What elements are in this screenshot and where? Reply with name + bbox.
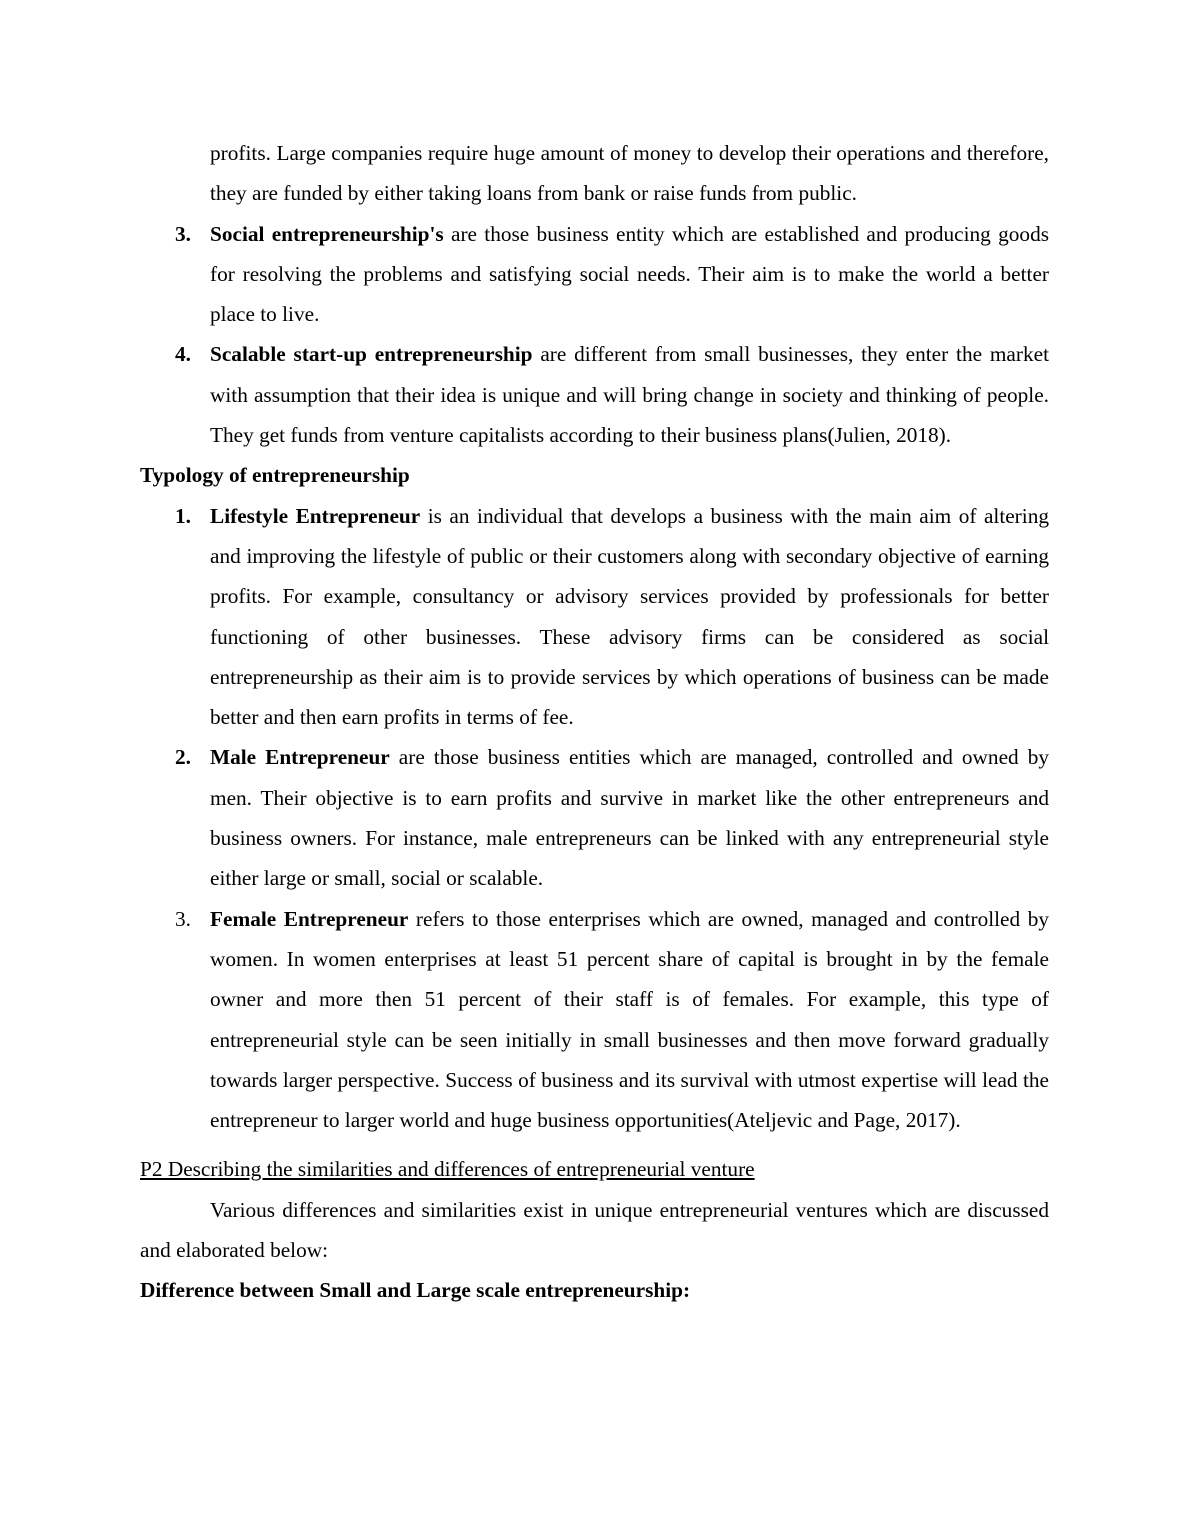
list-number: 3.	[175, 906, 191, 931]
list-item-lead: Lifestyle Entrepreneur	[210, 503, 421, 528]
list-number: 4.	[175, 342, 191, 367]
p2-section-heading: P2 Describing the similarities and differences of entrepreneurial venture	[140, 1157, 755, 1182]
intro-continuation: profits. Large companies require huge amount of money to develop their operations and therefore, they are funded by either taking loans from bank or raise funds from public.	[210, 141, 1049, 206]
list-item	[140, 899, 1049, 1141]
list-item-text: refers to those enterprises which are owned, managed and controlled by women. In women enterprises at least 51 percent share of capital is brought in by the female owner and more then 51 percent of their staff is of females. For example, this type of entrepreneurial style can be seen initially in small businesses and then move forward gradually towards larger perspective. Success of business and its survival with utmost expertise will lead the entrepreneur to larger world and huge business opportunities(Ateljevic and Page, 2017).	[210, 906, 1049, 1133]
list-number: 3.	[175, 221, 191, 246]
difference-heading: Difference between Small and Large scale entrepreneurship:	[140, 1278, 691, 1303]
typology-heading: Typology of entrepreneurship	[140, 463, 410, 488]
p2-intro-paragraph: Various differences and similarities exist in unique entrepreneurial ventures which are discussed and elaborated below:	[140, 1197, 1049, 1263]
list-item-text: is an individual that develops a business with the main aim of altering and improving the lifestyle of public or their customers along with secondary objective of earning profits. For example, consultancy or advisory services provided by professionals for better functioning of other businesses. These advisory firms can be considered as social entrepreneurship as their aim is to provide services by which operations of business can be made better and then earn profits in terms of fee.	[210, 503, 1049, 730]
list-item	[140, 334, 1049, 455]
entrepreneurship-types-list	[140, 214, 1049, 456]
list-item-text: are different from small businesses, they enter the market with assumption that their idea is unique and will bring change in society and thinking of people. They get funds from venture capitalists according to their business plans(Julien, 2018).	[210, 342, 1049, 448]
list-number: 1.	[175, 503, 191, 528]
list-item-text: are those business entities which are managed, controlled and owned by men. Their objective is to earn profits and survive in market like the other entrepreneurs and business owners. For instance, male entrepreneurs can be linked with any entrepreneurial style either large or small, social or scalable.	[210, 745, 1049, 891]
list-number: 2.	[175, 745, 191, 770]
list-item-lead: Social entrepreneurship's	[210, 221, 444, 246]
list-item-lead: Male Entrepreneur	[210, 745, 390, 770]
list-item	[140, 737, 1049, 898]
typology-list	[140, 496, 1049, 1141]
list-item	[140, 214, 1049, 335]
list-item	[140, 496, 1049, 738]
document-page	[140, 133, 1049, 1311]
list-item-lead: Scalable start-up entrepreneurship	[210, 342, 533, 367]
list-item-lead: Female Entrepreneur	[210, 906, 409, 931]
list-item-text: are those business entity which are established and producing goods for resolving the problems and satisfying social needs. Their aim is to make the world a better place to live.	[210, 221, 1050, 327]
